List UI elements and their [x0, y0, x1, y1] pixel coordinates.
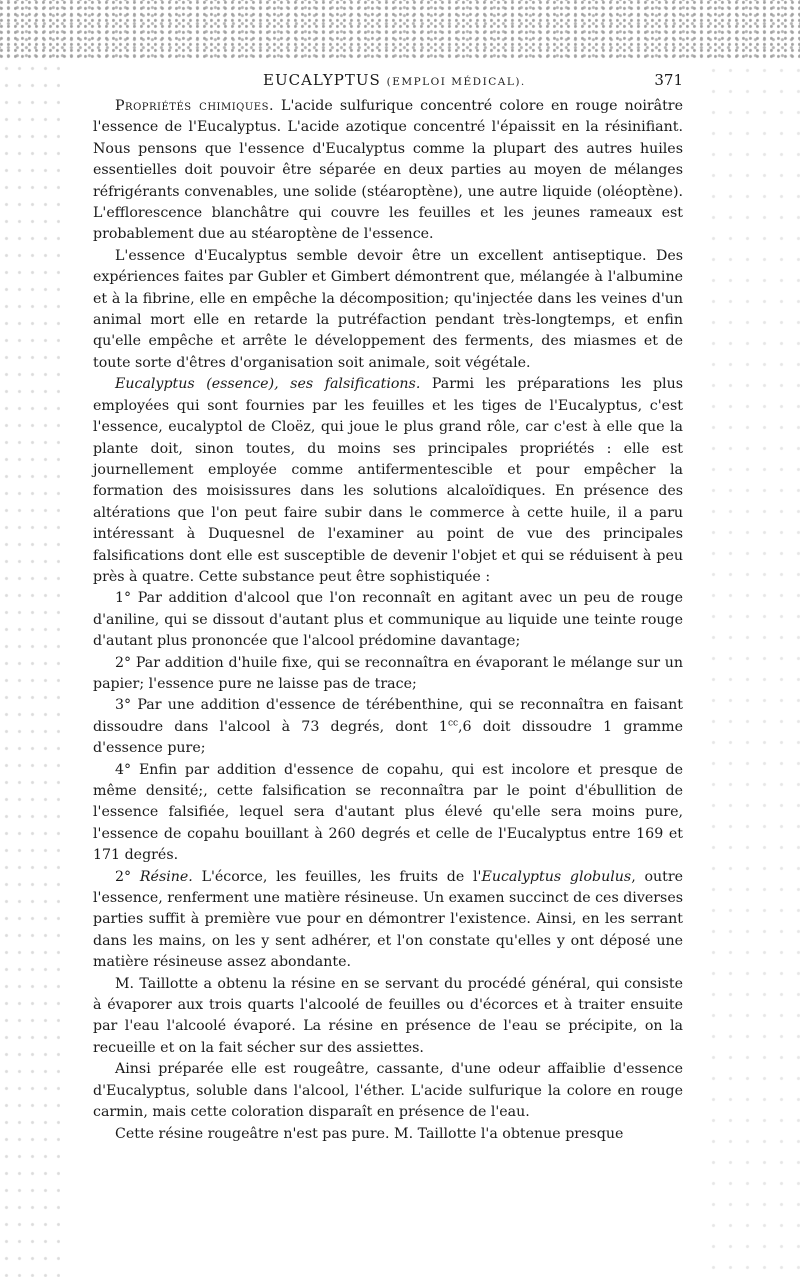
scan-noise-right: [705, 60, 800, 1277]
list-item-text: ,6 doit dissoudre 1 gramme d'essence pure;: [93, 718, 683, 757]
paragraph-resin-properties: Ainsi préparée elle est rougeâtre, cassante, d'une odeur affaiblie d'essence d'Eucalyptus, soluble dans l'alcool, l'éther. L'acide sulfurique la colore en rouge carmin, mais cette coloration disparaît en présence de l'eau.: [93, 1061, 683, 1121]
section-heading: Propriétés chimiques.: [115, 98, 274, 114]
list-item-text: 3° Par une addition d'essence de térébenthine, qui se reconnaîtra en faisant dissoudre dans l'alcool à 73 degrés, dont 1: [93, 697, 683, 735]
section-heading: Résine.: [139, 868, 193, 885]
list-item-2: 2° Par addition d'huile fixe, qui se reconnaîtra en évaporant le mélange sur un papier; l'essence pure ne laisse pas de trace;: [93, 654, 683, 692]
list-item-3: [93, 695, 683, 759]
paragraph-taillotte: M. Taillotte a obtenu la résine en se servant du procédé général, qui consiste à évaporer aux trois quarts l'alcoolé de feuilles ou d'écorces et à traiter ensuite par l'eau l'alcoolé évaporé. La résine en présence de l'eau se précipite, on la recueille et on la fait sécher sur des assiettes.: [93, 975, 683, 1056]
paragraph-resin: [93, 867, 683, 974]
list-item-1: 1° Par addition d'alcool que l'on reconnaît en agitant avec un peu de rouge d'aniline, qui se dissout d'autant plus et communique au liquide une teinte rouge d'autant plus prononcée que l'alcool prédomine davantage;: [93, 590, 683, 650]
page-number: 371: [654, 71, 683, 89]
scan-noise-left: [0, 60, 60, 1277]
paragraph-text: L'acide sulfurique concentré colore en rouge noirâtre l'essence de l'Eucalyptus. L'acide azotique concentré l'épaissit en la résinifiant. Nous pensons que l'essence d'Eucalyptus comme la plupart des autres huiles essentielles doit pouvoir être séparée en deux parties au moyen de mélanges réfrigérants convenables, une solide (stéaroptène), une autre liquide (oléoptène). L'efflorescence blanchâtre qui couvre les feuilles et les jeunes rameaux est probablement due au stéaroptène de l'essence.: [93, 98, 683, 243]
running-header: [93, 70, 683, 96]
paragraph-antiseptic: L'essence d'Eucalyptus semble devoir être un excellent antiseptique. Des expériences faites par Gubler et Gimbert démontrent que, mélangée à l'albumine et à la fibrine, elle en empêche la décomposition; qu'injectée dans les veines d'un animal mort elle en retarde la putréfaction pendant très-longtemps, et enfin qu'elle empêche et arrête le développement des ferments, des miasmes et de toute sorte d'êtres d'organisation soit animale, soit végétale.: [93, 247, 683, 371]
section-number: 2°: [115, 868, 140, 885]
scan-noise-top: [0, 0, 800, 60]
paragraph-text: , outre l'essence, renferment une matière résineuse. Un examen succinct de ces diverses parties suffit à première vue pour en démontrer l'existence. Ainsi, en les serrant dans les mains, on les y sent adhérer, et l'on constate qu'elles y ont déposé une matière résineuse assez abondante.: [93, 868, 684, 971]
page-content: [93, 70, 683, 1145]
paragraph-chemical-properties: [93, 96, 683, 246]
running-title-sub: (EMPLOI MÉDICAL).: [386, 76, 526, 88]
section-heading: Eucalyptus (essence), ses falsifications.: [115, 376, 421, 393]
paragraph-resin-impure: Cette résine rougeâtre n'est pas pure. M. Taillotte l'a obtenue presque: [115, 1125, 624, 1142]
paragraph-falsifications: [93, 374, 683, 588]
list-item-4: 4° Enfin par addition d'essence de copahu, qui est incolore et presque de même densité;, cette falsification se reconnaîtra par le point d'ébullition de l'essence falsifiée, lequel sera d'autant plus élevé qu'elle sera moins pure, l'essence de copahu bouillant à 260 degrés et celle de l'Eucalyptus entre 169 et 171 degrés.: [93, 761, 683, 864]
paragraph-text: Parmi les préparations les plus employées qui sont fournies par les feuilles et les tiges de l'Eucalyptus, c'est l'essence, eucalyptol de Cloëz, qui joue le plus grand rôle, car c'est à elle que la plante doit, sinon toutes, du moins ses principales propriétés : elle est journellement employée comme antifermentescible et pour empêcher la formation des moisissures dans les solutions alcaloïdiques. En présence des altérations que l'on peut faire subir dans le commerce à cette huile, il a paru intéressant à Duquesnel de l'examiner au point de vue des principales falsifications dont elle est susceptible de devenir l'objet et qui se réduisent à peu près à quatre. Cette substance peut être sophistiquée :: [93, 376, 683, 585]
running-title-main: EUCALYPTUS: [263, 71, 381, 89]
superscript: cc: [447, 718, 459, 729]
paragraph-text: L'écorce, les feuilles, les fruits de l': [192, 868, 482, 885]
running-title: [263, 70, 526, 93]
species-name: Eucalyptus globulus: [481, 868, 632, 885]
